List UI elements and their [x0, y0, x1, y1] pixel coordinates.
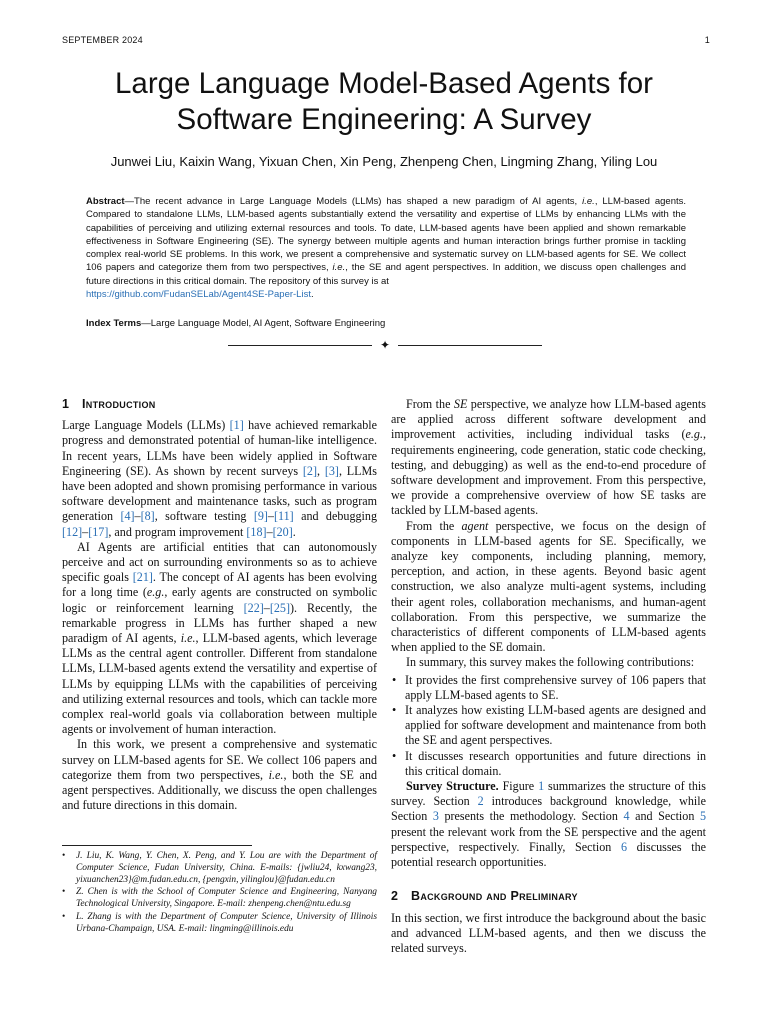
- index-terms-text: —Large Language Model, AI Agent, Software Engineering: [141, 318, 386, 329]
- abstract-ie: i.e.: [332, 262, 346, 274]
- left-column: [62, 397, 377, 813]
- index-terms-label: Index Terms: [86, 318, 142, 329]
- citation-link[interactable]: [25]: [269, 600, 290, 615]
- abstract-text: , the SE and agent perspectives. In addition, we discuss open challenges and future directions in this critical domain. The repository of this survey is at: [86, 262, 686, 287]
- section-number: 2: [391, 889, 399, 904]
- divider-line: [228, 345, 372, 346]
- citation-link[interactable]: [9]: [253, 509, 268, 524]
- perspective-paragraph-agent: From the agent perspective, we focus on the design of components in LLM-based agents for SE. Specifically, we analyze key components, including planning, memory, perception, and action, in these agents. Beyond basic agent construction, we also analyze multi-agent systems, including their agent roles, collaboration mechanisms, and human-agent collaboration. From this perspective, we summarize the characteristics of different components of LLM-based agents when applied to the SE domain.: [391, 518, 706, 655]
- perspective-paragraph-se: From the SE perspective, we analyze how LLM-based agents are applied across different software development and improvement activities, including individual tasks (e.g., requirements engineering, code generation, static code checking, testing, and debugging) as well as the end-to-end procedure of software development and improvement. From this perspective, we provide a comprehensive overview of how SE tasks are tackled by LLM-based agents.: [391, 397, 707, 518]
- repository-link[interactable]: https://github.com/FudanSELab/Agent4SE-Paper-List: [86, 289, 311, 301]
- summary-intro: In summary, this survey makes the following contributions:: [406, 655, 695, 670]
- right-column: [391, 397, 706, 956]
- figure-link[interactable]: 1: [538, 779, 545, 794]
- section-divider: [228, 338, 542, 352]
- contribution-item: • It provides the first comprehensive survey of 106 papers that apply LLM-based agents to SE.: [391, 673, 706, 703]
- section-link[interactable]: 5: [699, 809, 706, 824]
- intro-paragraph-1: Large Language Models (LLMs) [1] have achieved remarkable progress and demonstrated potential of human-like intelligence. In recent years, LLMs have been widely applied in Software Engineering (SE). As shown by recent surveys [2], [3], LLMs have been adopted and shown promising performance in various software development and maintenance tasks, such as program generation [4]–[8], software testing [9]–[11] and debugging [12]–[17], and program improvement [18]–[20].: [62, 418, 378, 539]
- citation-link[interactable]: [21]: [132, 570, 153, 585]
- section-number: 1: [62, 397, 70, 411]
- abstract-text: .: [310, 289, 314, 301]
- section-2-heading: [391, 889, 706, 904]
- section-title: Background and Preliminary: [411, 889, 578, 904]
- citation-link[interactable]: [20]: [272, 524, 293, 539]
- title-line-2: Software Engineering: A Survey: [176, 103, 592, 136]
- header-date: SEPTEMBER 2024: [62, 35, 143, 45]
- page-number: 1: [704, 35, 710, 45]
- citation-link[interactable]: [17]: [88, 524, 109, 539]
- citation-link[interactable]: [2]: [302, 463, 317, 478]
- divider-star-icon: ✦: [379, 338, 391, 352]
- citation-link[interactable]: [8]: [140, 509, 155, 524]
- abstract-label: Abstract: [86, 196, 125, 207]
- contribution-item: • It analyzes how existing LLM-based agents are designed and applied for software development and maintenance from both the SE and agent perspectives.: [391, 703, 706, 749]
- citation-link[interactable]: [18]: [246, 524, 267, 539]
- section-title: Introduction: [82, 397, 156, 411]
- citation-link[interactable]: [11]: [273, 509, 294, 524]
- intro-paragraph-3: In this work, we present a comprehensive and systematic survey on LLM-based agents for SE. We collect 106 papers and categorize them from two perspectives, i.e., both the SE and agent perspectives. Additionally, we discuss the open challenges and future directions in this domain.: [62, 737, 377, 813]
- contribution-list: [391, 673, 706, 779]
- author-footnotes: [62, 851, 377, 937]
- author-list: Junwei Liu, Kaixin Wang, Yixuan Chen, Xin Peng, Zhenpeng Chen, Lingming Zhang, Yiling Lou: [110, 154, 658, 169]
- footnote-item: • L. Zhang is with the Department of Computer Science, University of Illinois Urbana-Champaign, USA. E-mail: lingming@illinois.edu: [62, 912, 377, 936]
- footnote-item: • J. Liu, K. Wang, Y. Chen, X. Peng, and Y. Lou are with the Department of Computer Science, Fudan University, China. E-mails: {jwliu24, kxwang23, yixuanchen23}@m.fudan.edu.cn, {pengxin, yilinglou}@fudan.edu.cn: [62, 851, 377, 886]
- citation-link[interactable]: [1]: [229, 418, 244, 433]
- section-link[interactable]: 2: [477, 794, 484, 809]
- citation-link[interactable]: [3]: [324, 463, 339, 478]
- index-terms: [86, 318, 686, 329]
- citation-link[interactable]: [22]: [243, 600, 264, 615]
- contribution-item: • It discusses research opportunities and future directions in this critical domain.: [391, 749, 706, 779]
- abstract-text: —The recent advance in Large Language Models (LLMs) has shaped a new paradigm of AI agents,: [124, 196, 583, 207]
- running-header: [62, 35, 710, 45]
- section-1-heading: [62, 397, 377, 412]
- citation-link[interactable]: [12]: [62, 524, 83, 539]
- section-link[interactable]: 3: [432, 809, 439, 824]
- citation-link[interactable]: [4]: [120, 509, 135, 524]
- section-link[interactable]: 6: [620, 839, 627, 854]
- intro-paragraph-2: AI Agents are artificial entities that can autonomously perceive and act on surrounding environments so as to achieve specific goals [21]. The concept of AI agents has been evolving for a long time (e.g., early agents are constructed on symbolic logic or reinforcement learning [22]–[25]). Recently, the remarkable progress in LLMs has further shaped a new paradigm of AI agents, i.e., LLM-based agents, which leverage LLMs as the central agent controller. Different from standalone LLMs, LLM-based agents extend the versatility and expertise of LLMs by equipping LLMs with the capabilities of perceiving and utilizing external resources and tools, which can tackle more complex real-world goals via collaboration between multiple agents or involvement of human interaction.: [62, 539, 378, 737]
- footnote-rule: [62, 845, 252, 846]
- paper-title: [62, 66, 706, 138]
- abstract-text: , LLM-based agents. Compared to standalone LLMs, LLM-based agents substantially extend the versatility and expertise of LLMs by enhancing LLMs with the capabilities of perceiving and utilizing external resources and tools. To date, LLM-based agents have been applied and shown remarkable effectiveness in Software Engineering (SE). The synergy between multiple agents and human interaction brings further promise in tackling complex real-world SE problems. In this work, we present a comprehensive and systematic survey on LLM-based agents for SE. We collect 106 papers and categorize them from two perspectives,: [86, 196, 687, 274]
- section-link[interactable]: 4: [623, 809, 630, 824]
- abstract: [86, 195, 686, 301]
- divider-line: [398, 345, 542, 346]
- footnote-item: • Z. Chen is with the School of Computer Science and Engineering, Nanyang Technological University, Singapore. E-mail: zhenpeng.chen@ntu.edu.sg: [62, 887, 377, 911]
- survey-structure-paragraph: Survey Structure. Figure 1 summarizes the structure of this survey. Section 2 introduces background knowledge, while Section 3 presents the methodology. Section 4 and Section 5 present the relevant work from the SE perspective and the agent perspective, respectively. Finally, Section 6 discusses the potential research opportunities.: [391, 779, 706, 870]
- title-line-1: Large Language Model-Based Agents for: [115, 67, 653, 100]
- background-intro: In this section, we first introduce the background about the basic and advanced LLM-based agents, and then we discuss the related surveys.: [391, 910, 706, 955]
- abstract-ie: i.e.: [582, 196, 595, 207]
